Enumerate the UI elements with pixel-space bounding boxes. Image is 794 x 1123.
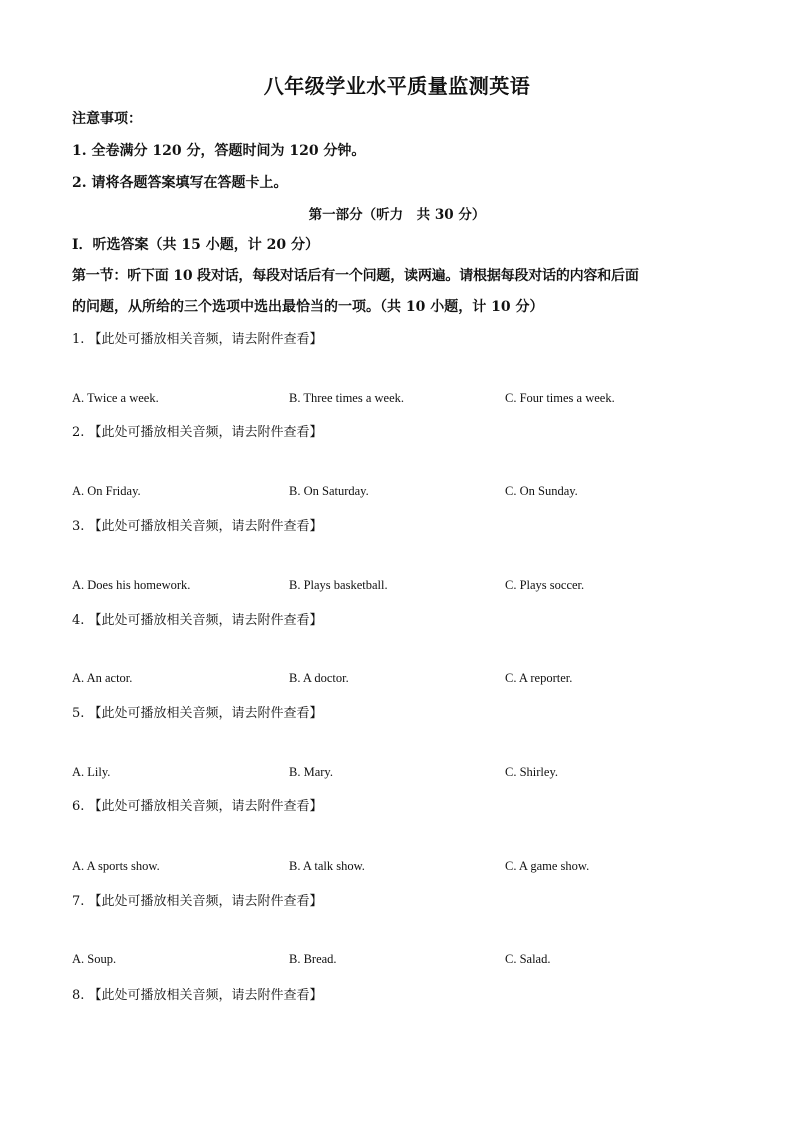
option-b: B. Plays basketball. bbox=[289, 578, 388, 592]
question-prompt: 2. 【此处可播放相关音频，请去附件查看】 bbox=[72, 425, 323, 440]
notice-heading: 注意事项： bbox=[72, 111, 142, 127]
page-title: 八年级学业水平质量监测英语 bbox=[263, 74, 531, 98]
option-b: B. On Saturday. bbox=[289, 484, 369, 498]
option-a: A. An actor. bbox=[72, 671, 133, 685]
option-b: B. A talk show. bbox=[289, 859, 365, 873]
option-c: C. On Sunday. bbox=[505, 484, 578, 498]
section-heading: Ⅰ．听选答案（共 15 小题，计 20 分） bbox=[72, 237, 320, 253]
option-a: A. Twice a week. bbox=[72, 391, 159, 405]
option-c: C. Plays soccer. bbox=[505, 578, 585, 592]
option-a: A. Does his homework. bbox=[72, 578, 191, 592]
question-prompt: 3. 【此处可播放相关音频，请去附件查看】 bbox=[72, 519, 323, 534]
question-prompt: 8. 【此处可播放相关音频，请去附件查看】 bbox=[72, 988, 323, 1003]
option-c: C. Shirley. bbox=[505, 765, 559, 779]
instructions-line: 第一节：听下面 10 段对话，每段对话后有一个问题，读两遍。请根据每段对话的内容和后面 bbox=[72, 268, 639, 284]
part-heading: 第一部分（听力 共 30 分） bbox=[308, 207, 486, 223]
option-a: A. Lily. bbox=[72, 765, 111, 779]
option-a: A. A sports show. bbox=[72, 859, 160, 873]
question-prompt: 7. 【此处可播放相关音频，请去附件查看】 bbox=[72, 894, 323, 909]
option-b: B. Three times a week. bbox=[289, 391, 405, 405]
option-b: B. Mary. bbox=[289, 765, 333, 779]
option-c: C. Four times a week. bbox=[505, 391, 615, 405]
instructions-line: 的问题，从所给的三个选项中选出最恰当的一项。（共 10 小题，计 10 分） bbox=[72, 299, 544, 315]
question-prompt: 1. 【此处可播放相关音频，请去附件查看】 bbox=[72, 332, 323, 347]
question-prompt: 4. 【此处可播放相关音频，请去附件查看】 bbox=[72, 613, 323, 628]
option-c: C. Salad. bbox=[505, 952, 551, 966]
question-prompt: 6. 【此处可播放相关音频，请去附件查看】 bbox=[72, 799, 323, 814]
notice-item: 1. 全卷满分 120 分，答题时间为 120 分钟。 bbox=[72, 143, 366, 159]
option-c: C. A game show. bbox=[505, 859, 590, 873]
option-a: A. Soup. bbox=[72, 952, 117, 966]
option-b: B. Bread. bbox=[289, 952, 337, 966]
option-b: B. A doctor. bbox=[289, 671, 349, 685]
option-a: A. On Friday. bbox=[72, 484, 141, 498]
option-c: C. A reporter. bbox=[505, 671, 573, 685]
notice-item: 2. 请将各题答案填写在答题卡上。 bbox=[72, 175, 288, 191]
question-prompt: 5. 【此处可播放相关音频，请去附件查看】 bbox=[72, 706, 323, 721]
